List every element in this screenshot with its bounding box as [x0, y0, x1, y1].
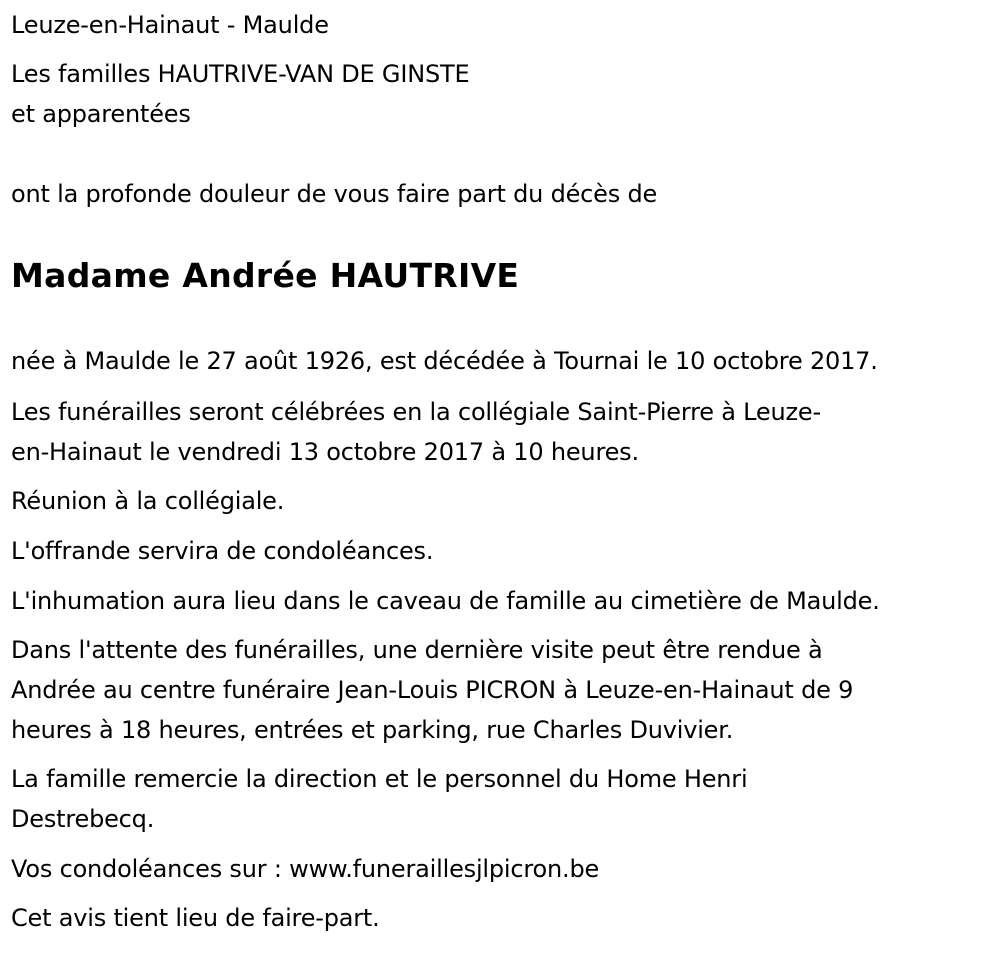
location-line: Leuze-en-Hainaut - Maulde	[11, 11, 329, 39]
offering-line: L'offrande servira de condoléances.	[11, 537, 434, 565]
funeral-line-2: en-Hainaut le vendredi 13 octobre 2017 à 10 heures.	[11, 438, 639, 466]
announcement-line: ont la profonde douleur de vous faire part du décès de	[11, 180, 658, 208]
funeral-line-1: Les funérailles seront célébrées en la collégiale Saint-Pierre à Leuze-	[11, 398, 821, 426]
deceased-name: Madame Andrée HAUTRIVE	[11, 256, 520, 295]
visit-line-3: heures à 18 heures, entrées et parking, rue Charles Duvivier.	[11, 716, 734, 744]
burial-line: L'inhumation aura lieu dans le caveau de famille au cimetière de Maulde.	[11, 587, 880, 615]
thanks-line-2: Destrebecq.	[11, 805, 155, 833]
families-line-2: et apparentées	[11, 100, 191, 128]
condolences-line: Vos condoléances sur : www.funeraillesjlpicron.be	[11, 855, 600, 883]
visit-line-2: Andrée au centre funéraire Jean-Louis PICRON à Leuze-en-Hainaut de 9	[11, 676, 854, 704]
families-line-1: Les familles HAUTRIVE-VAN DE GINSTE	[11, 60, 470, 88]
closing-line: Cet avis tient lieu de faire-part.	[11, 904, 380, 932]
birth-death-line: née à Maulde le 27 août 1926, est décédée à Tournai le 10 octobre 2017.	[11, 347, 878, 375]
meeting-line: Réunion à la collégiale.	[11, 487, 285, 515]
visit-line-1: Dans l'attente des funérailles, une dernière visite peut être rendue à	[11, 636, 823, 664]
thanks-line-1: La famille remercie la direction et le personnel du Home Henri	[11, 765, 748, 793]
